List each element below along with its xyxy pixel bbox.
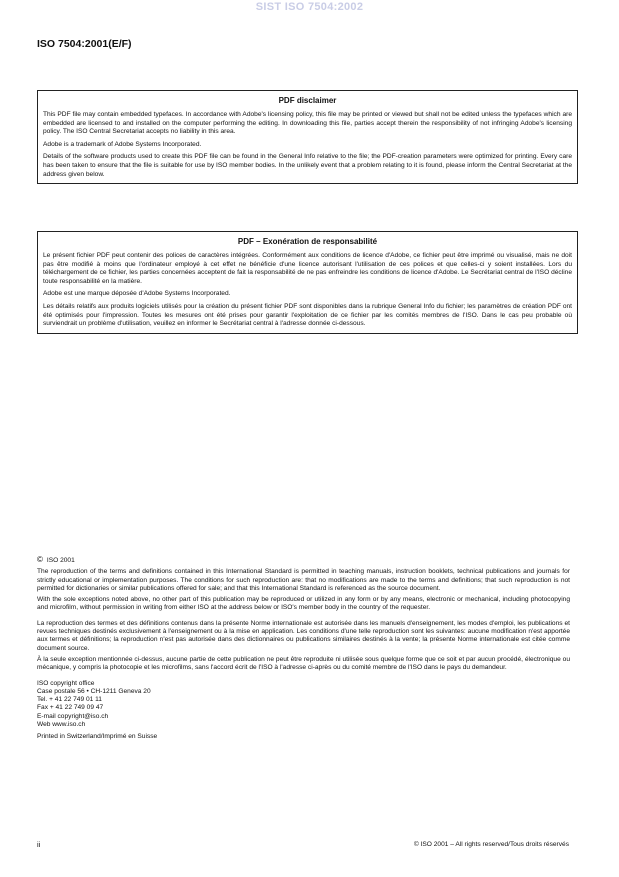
copyright-symbol: ©	[37, 555, 43, 564]
address-line: E-mail copyright@iso.ch	[37, 712, 109, 720]
address-line: Fax + 41 22 749 09 47	[37, 704, 104, 712]
address-line: ISO copyright office	[37, 679, 95, 687]
printed-in: Printed in Switzerland/Imprimé en Suisse	[37, 733, 158, 741]
copyright-paragraph-en: With the sole exceptions noted above, no other part of this publication may be reproduced or utilized in any form or by any means, electronic or mechanical, including photocopying and microfilm, without permission in writing from either ISO at the address below or ISO's member body in the country of the requester.	[37, 596, 570, 612]
disclaimer-paragraph: Adobe is a trademark of Adobe Systems Incorporated.	[43, 140, 202, 148]
copyright-year: ISO 2001	[46, 557, 75, 564]
copyright-section	[37, 556, 570, 742]
pdf-exoneration-box	[37, 231, 578, 334]
document-id: ISO 7504:2001(E/F)	[37, 38, 132, 50]
disclaimer-paragraph: This PDF file may contain embedded typefaces. In accordance with Adobe's licensing policy, this file may be printed or viewed but shall not be edited unless the typefaces which are embedded are licensed to and installed on the computer performing the editing. In downloading this file, parties accept therein the responsibility of not infringing Adobe's licensing policy. The ISO Central Secretariat accepts no liability in this area.	[43, 111, 572, 136]
copyright-paragraph-fr: La reproduction des termes et des définitions contenus dans la présente Norme internationale est autorisée dans les manuels d'enseignement, les modes d'emploi, les publications et revues techniques destinés exclusivement à l'enseignement ou à la mise en application. Les conditions d'une telle reproduction sont les suivantes: aucune modification n'est apportée aux termes et définitions; la reproduction n'est pas autorisée dans des dictionnaires ou publications similaires destinés à la vente; la présente Norme internationale est citée comme document source.	[37, 619, 570, 652]
pdf-disclaimer-box	[37, 90, 578, 184]
iso-address	[37, 680, 570, 730]
address-line: Case postale 56 • CH-1211 Geneva 20	[37, 687, 151, 695]
watermark: SIST ISO 7504:2002	[255, 1, 364, 13]
copyright-paragraph-fr: À la seule exception mentionnée ci-dessus, aucune partie de cette publication ne peut être reproduite ni utilisée sous quelque forme que ce soit et par aucun procédé, électronique ou mécanique, y compris la photocopie et les microfilms, sans l'accord écrit de l'ISO à l'adresse ci-après ou du comité membre de l'ISO dans le pays du demandeur.	[37, 655, 570, 672]
pdf-exoneration-title: PDF – Exonération de responsabilité	[237, 237, 378, 246]
footer-rights: © ISO 2001 – All rights reserved/Tous droits réservés	[413, 841, 569, 848]
exoneration-paragraph: Les détails relatifs aux produits logiciels utilisés pour la création du présent fichier PDF sont disponibles dans la rubrique General Info du fichier; les paramètres de création PDF ont été optimisés pour l'impression. Toutes les mesures ont été prises pour garantir l'exploitation de ce fichier par les comités membres de l'ISO. Dans le cas peu probable où surviendrait un problème d'utilisation, veuillez en informer le Secrétariat central à l'adresse donnée ci-dessous.	[43, 302, 572, 328]
disclaimer-paragraph: Details of the software products used to create this PDF file can be found in the General Info relative to the file; the PDF-creation parameters were optimized for printing. Every care has been taken to ensure that the file is suitable for use by ISO member bodies. In the unlikely event that a problem relating to it is found, please inform the Central Secretariat at the address given below.	[43, 153, 572, 178]
exoneration-paragraph: Adobe est une marque déposée d'Adobe Systems Incorporated.	[43, 290, 231, 298]
copyright-paragraph-en: The reproduction of the terms and definitions contained in this International Standard is permitted in teaching manuals, instruction booklets, technical publications and journals for strictly educational or implementation purposes. The conditions for such reproduction are: that no modifications are made to the terms and definitions; that such reproduction is not permitted for dictionaries or similar publications offered for sale; and that this International Standard is referenced as the source document.	[37, 568, 570, 592]
copyright-line	[37, 556, 570, 565]
pdf-disclaimer-title: PDF disclaimer	[278, 96, 337, 105]
address-line: Web www.iso.ch	[37, 721, 86, 729]
address-line: Tel. + 41 22 749 01 11	[37, 696, 102, 704]
exoneration-paragraph: Le présent fichier PDF peut contenir des polices de caractères intégrées. Conformément aux conditions de licence d'Adobe, ce fichier peut être imprimé ou visualisé, mais ne doit pas être modifié à moins que l'ordinateur employé à cet effet ne bénéficie d'une licence autorisant l'utilisation de ces polices et que celles-ci y soient installées. Lors du téléchargement de ce fichier, les parties concernées acceptent de fait la responsabilité de ne pas enfreindre les conditions de licence d'Adobe. Le Secrétariat central de l'ISO décline toute responsabilité en la matière.	[43, 252, 572, 285]
page-number: ii	[37, 840, 41, 849]
